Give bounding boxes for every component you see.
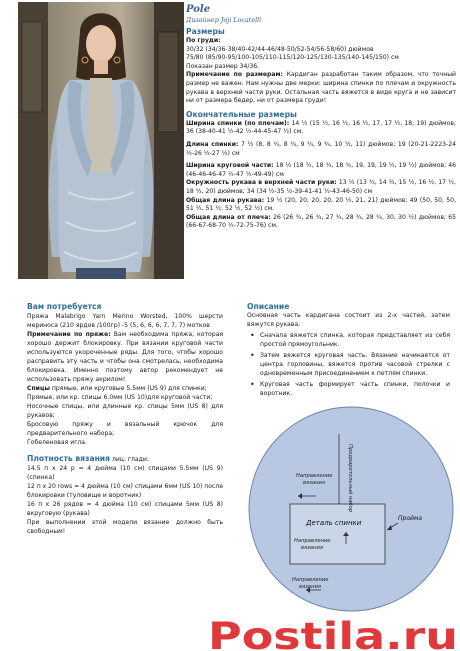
bullet-text: Затем вяжется круговая часть. Вязание начинается от центра горловины, вяжется против часовой стрелки с одновременным присоединением к петлям спинки. bbox=[260, 352, 450, 377]
sizes-heading: Размеры bbox=[186, 27, 225, 36]
final-size-label: Ширина круговой части: bbox=[186, 162, 274, 170]
materials-line-4: Бросовую пряжу и вязальный крючок для предварительного набора; bbox=[27, 421, 223, 437]
final-size-item bbox=[186, 120, 456, 137]
back-piece-label: Деталь спинки bbox=[306, 519, 362, 527]
construction-diagram bbox=[246, 404, 456, 614]
direction-label-center-2: вязания bbox=[301, 545, 323, 551]
materials-column bbox=[27, 300, 223, 536]
final-size-item bbox=[186, 214, 456, 231]
back-piece bbox=[290, 504, 385, 564]
pattern-info-column bbox=[186, 4, 456, 231]
designer-name: Дизайнер Joji Locatelli bbox=[186, 16, 262, 24]
final-size-text: 14 ½ (15 ½, 16 ½, 16 ½, 17, 17 ½, 18, 19) дюймов; 36 (38-40-41 ½-42 ½-44-45-47 ½) см. bbox=[186, 119, 456, 136]
gauge-heading bbox=[27, 454, 223, 464]
description-intro: Основная часть кардигана состоит из 2-х частей, затем вяжутся рукава. bbox=[247, 312, 450, 328]
final-size-text: 19 ½ (20, 20, 20, 20, 20 ½, 21, 21) дюймов; 49 (50, 50, 50, 51 ½, 51 ½, 52 ½, 52 ½) см. bbox=[186, 196, 456, 213]
bullet-icon: • bbox=[250, 380, 255, 390]
gauge-line: 16 п х 26 рядов = 4 дюйма (10 см) спицами 5мм (US 8) вкруговую (рукава) bbox=[27, 501, 223, 517]
pattern-title: Pole bbox=[186, 4, 211, 15]
direction-label-top-1: Направление bbox=[296, 473, 333, 479]
needles-line-2: Прямые, или кр. спицы 6.0мм (US 10)для круговой части; bbox=[27, 394, 213, 401]
yarn-note-text: Вам необходима пряжа, которая хорошо держит блокировку. При вязании круговой части используются укороченные ряды. Для того, чтобы хорошо расправить эту часть и чтобы она смотрелась, необходима блокировка. Именно поэтому автор рекомендует не использовать пряжу акрилом! bbox=[27, 331, 224, 383]
chest-label: По груди: bbox=[186, 37, 221, 44]
chest-cm: 75/80 (85/90-95/100-105/110-115/120-125/130-135/140-145/150) см bbox=[186, 54, 399, 62]
materials-heading: Вам потребуется bbox=[27, 302, 102, 311]
gauge-heading-suffix: лиц. глади: bbox=[110, 456, 149, 463]
final-size-text: 13 ½ (13 ¾, 14 ¾, 15 ½, 16 ½, 17 ½, 18 ½, 20) дюймов; 34 (34 ½-35 ½-39-41-41 ½-43-46-50) см bbox=[186, 179, 456, 195]
gauge-heading-main: Плотность вязания bbox=[27, 454, 111, 463]
description-bullet bbox=[247, 381, 450, 398]
final-size-label: Общая длина от плеча: bbox=[186, 213, 271, 221]
final-size-label: Длина спинки: bbox=[186, 140, 239, 148]
size-note bbox=[186, 71, 456, 105]
bullet-text: Сначала вяжется спинка, которая представляет из себя простой прямоугольник. bbox=[260, 332, 450, 348]
final-size-label: Общая длина рукава: bbox=[186, 196, 265, 204]
gauge-footer: При выполнении этой модели вязание должно быть свободным! bbox=[27, 519, 223, 535]
bullet-icon: • bbox=[250, 351, 255, 361]
final-size-text: 26 (26 ¾, 26 ¾, 27 ¾, 28 ¾, 28 ¾, 30, 30 ½) дюймов; 65 (66-67-68-70 ½-72-75-76) см. bbox=[186, 213, 456, 230]
yarn-note-label: Примечание по пряже: bbox=[27, 331, 111, 338]
needles-text bbox=[27, 384, 223, 393]
gauge-line: 12 п х 20 rows = 4 дюйма (10 см) спицами 6мм (US 10) после блокировки (туловище и воротник) bbox=[27, 483, 223, 499]
final-size-item bbox=[186, 179, 456, 196]
watermark-text: Postila.ru bbox=[208, 618, 458, 651]
armhole-label: Пройма bbox=[398, 515, 423, 522]
shown-size: Показан размер 34/36. bbox=[186, 62, 260, 70]
yarn-text: Пряжа Malabrigo Yarn Merino Worsted, 100% шерсти мериноса (210 ярдов /100гр) -5 (5, 6, 6, 6, 7, 7, 7) мотков bbox=[27, 313, 223, 329]
needles-line-3: Носочные спицы, или длинные кр. спицы 5мм (US 8) для рукавов; bbox=[27, 403, 223, 419]
materials-line-5: Гобеленовая игла. bbox=[27, 439, 87, 446]
direction-label-bottom-1: Направление bbox=[292, 577, 329, 583]
final-size-item bbox=[186, 141, 456, 158]
model-photo-illustration bbox=[18, 2, 184, 279]
gauge-line: 14.5 п х 24 р = 4 дюйма (10 см) спицами 5.5мм (US 9) (спинка) bbox=[27, 465, 223, 481]
size-note-label: Примечание по размерам: bbox=[186, 71, 283, 79]
final-size-label: Ширина спинки (по плечам): bbox=[186, 119, 290, 127]
direction-label-top-2: вязания bbox=[303, 480, 325, 486]
final-size-text: 18 ½ (18 ½, 18 ¾, 18 ¾, 19, 19, 19 ½, 19 ½) дюймов; 46 (46-46-46-47 ½-47 ½-49-49) см bbox=[186, 162, 456, 178]
size-note-text: Кардиган разработан таким образом, что точный размер не важен. Нам нужны две мерки: ширина спинки по плечам и окружность рукава в верхней части руки. Остальная часть вяжется в виде круга и не зависит ни от размера бедер, ни от размера груди! bbox=[186, 71, 456, 105]
direction-label-center-1: Направление bbox=[294, 538, 331, 544]
provisional-label: Предварительный набор bbox=[347, 444, 353, 513]
model-photo bbox=[18, 2, 184, 279]
final-size-text: 7 ½ (8, 8 ¾, 8 ¾, 9 ¾, 9 ¾, 10 ½, 11) дюймов; 19 (20-21-2223-24 ½-26 ½-27 ½) см bbox=[186, 140, 456, 157]
final-size-item bbox=[186, 162, 456, 179]
needles-detail: прямые, или круговые 5.5мм (US 9) для спинки; bbox=[49, 385, 207, 392]
needles-label: Спицы bbox=[27, 385, 50, 392]
bullet-text: Круговая часть формирует часть спинки, полочки и воротник. bbox=[260, 381, 450, 397]
bullet-icon: • bbox=[250, 331, 255, 341]
description-heading: Описание bbox=[247, 302, 290, 311]
description-bullet bbox=[247, 332, 450, 349]
final-sizes-heading: Окончательные размеры bbox=[186, 109, 297, 119]
description-bullet bbox=[247, 352, 450, 378]
final-size-item bbox=[186, 197, 456, 214]
chest-inches: 30/32 (34/36-38/40-42/44-46/48-50/52-54/56-58/60) дюймов bbox=[186, 45, 374, 53]
postila-watermark bbox=[208, 618, 460, 651]
final-size-label: Окружность рукава в верхней части руки: bbox=[186, 179, 337, 187]
description-column bbox=[247, 300, 450, 398]
direction-label-bottom-2: вязания bbox=[299, 584, 321, 590]
yarn-note bbox=[27, 330, 223, 384]
